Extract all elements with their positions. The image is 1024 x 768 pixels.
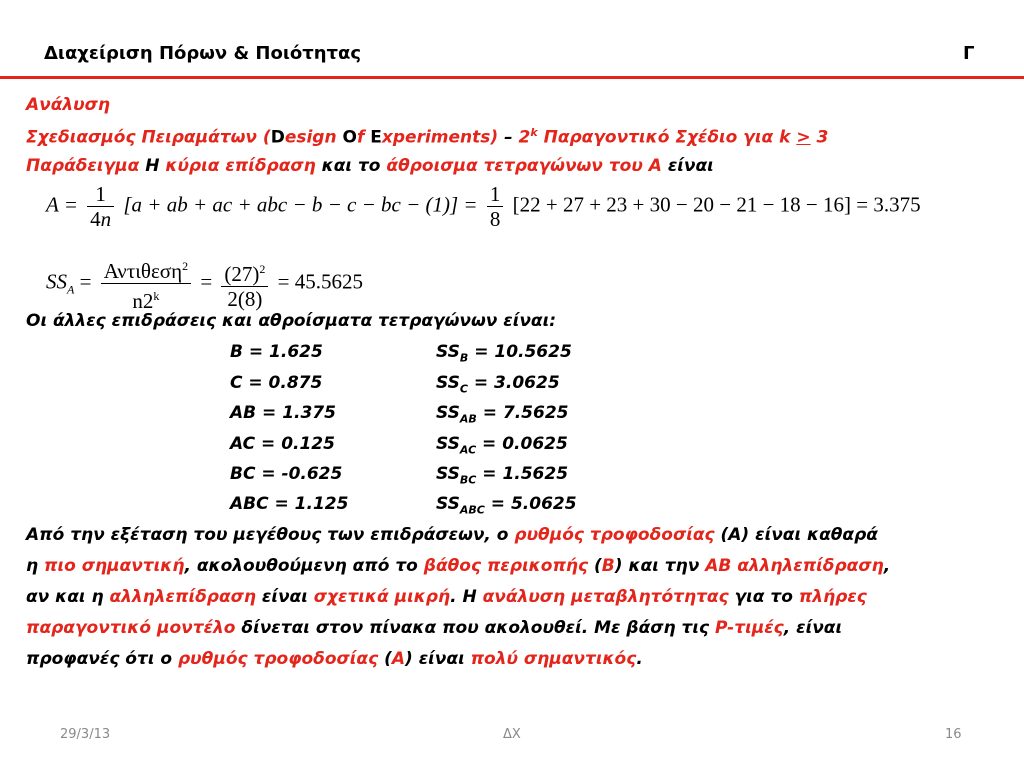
effect-ss — [436, 373, 560, 395]
conclusion-text: ) και την — [614, 556, 706, 576]
eq1-frac1-den-n: 4 — [90, 207, 101, 231]
effect-label: C = 0.875 — [230, 373, 323, 393]
ss-prefix: SS — [436, 373, 460, 393]
conclusion-highlight: ανάλυση μεταβλητότητας — [482, 587, 729, 607]
effect-ss — [436, 342, 572, 364]
conclusion-highlight: Α — [391, 649, 406, 669]
eq1-terms: [a + ab + ac + abc − b − c − bc − (1)] = — [123, 192, 478, 217]
ss-prefix: SS — [436, 464, 460, 484]
footer-author: ΔΧ — [503, 727, 521, 742]
conclusion-text: ) είναι — [405, 649, 471, 669]
ss-subscript: AB — [459, 412, 477, 426]
conclusion-text: , — [883, 556, 891, 576]
eq2-frac2-den: 2(8) — [227, 286, 263, 311]
eq2-equals: = — [79, 269, 92, 294]
eq2-contrast-sup: 2 — [182, 259, 189, 273]
ss-prefix: SS — [436, 403, 460, 423]
ss-value: = 0.0625 — [476, 434, 568, 454]
conclusion-text: για το — [728, 587, 799, 607]
eq1-frac1-den-v: n — [100, 207, 112, 231]
main-effect-equation — [46, 182, 921, 231]
conclusion-highlight: ΑΒ αλληλεπίδραση — [705, 556, 884, 576]
conclusion-text: ( — [378, 649, 392, 669]
header-divider — [0, 76, 1024, 79]
slide-section-letter: Γ — [963, 43, 975, 64]
effect-label: AB = 1.375 — [230, 403, 336, 423]
intro-of-a: του Α — [608, 156, 662, 176]
conclusion-highlight: P-τιμές — [715, 618, 784, 638]
eq2-ss: SS — [46, 269, 67, 294]
intro-example-label: Παράδειγμα — [26, 156, 140, 176]
ss-value: = 7.5625 — [476, 403, 569, 423]
eq2-frac1-den — [101, 284, 191, 313]
ss-prefix: SS — [436, 342, 460, 362]
conclusion-highlight: πολύ σημαντικός — [470, 649, 637, 669]
eq1-fraction-1 — [87, 182, 114, 231]
conclusion-line-1 — [26, 525, 878, 545]
conclusion-text: Από την εξέταση του μεγέθους των επιδράσεων, ο — [26, 525, 515, 545]
effect-ss — [436, 403, 568, 425]
ss-value: = 1.5625 — [476, 464, 569, 484]
intro-sum-squares: άθροισμα τετραγώνων — [386, 156, 603, 176]
subtitle-ge: > — [796, 127, 811, 148]
conclusion-line-2 — [26, 556, 890, 576]
eq2-frac1-num — [101, 254, 191, 284]
ss-value: = 10.5625 — [468, 342, 572, 362]
conclusion-line-3 — [26, 587, 867, 607]
conclusion-highlight: αλληλεπίδραση — [109, 587, 256, 607]
subtitle-superscript: k — [530, 126, 538, 139]
footer-page-number: 16 — [945, 727, 962, 742]
eq2-frac2-num — [221, 257, 268, 287]
conclusion-text: αν και η — [26, 587, 110, 607]
example-intro — [26, 156, 714, 176]
intro-text: Η — [139, 156, 166, 176]
eq2-fraction-2 — [221, 257, 268, 311]
eq2-rhs: = 45.5625 — [277, 269, 363, 294]
conclusion-text: είναι — [255, 587, 314, 607]
ss-prefix: SS — [436, 494, 460, 514]
eq2-27: (27) — [224, 261, 260, 286]
conclusion-highlight: παραγοντικό μοντέλο — [26, 618, 236, 638]
section-subtitle — [26, 126, 828, 148]
subtitle-part: Σχεδιασμός Πειραμάτων ( — [26, 127, 271, 148]
section-heading: Ανάλυση — [26, 95, 110, 115]
eq2-ss-sub: A — [67, 282, 75, 297]
effect-ss — [436, 494, 577, 516]
intro-text: είναι — [661, 156, 714, 176]
subtitle-part: xperiments — [381, 127, 491, 148]
conclusion-text: , είναι — [783, 618, 843, 638]
ss-prefix: SS — [436, 434, 460, 454]
conclusion-highlight: ρυθμός τροφοδοσίας — [177, 649, 379, 669]
conclusion-text: η — [26, 556, 45, 576]
conclusion-text: . Η — [450, 587, 483, 607]
conclusion-text: , ακολουθούμενη από το — [184, 556, 424, 576]
effect-label: ABC = 1.125 — [230, 494, 349, 514]
intro-text: και το — [315, 156, 387, 176]
subtitle-part: 3 — [810, 127, 829, 148]
eq2-contrast: Αντιθεση — [103, 259, 183, 283]
footer-date: 29/3/13 — [60, 727, 111, 742]
eq1-lhs: A = — [46, 192, 78, 217]
eq2-27-sup: 2 — [259, 261, 266, 276]
conclusion-text: προφανές ότι ο — [26, 649, 178, 669]
subtitle-part: 2 — [518, 127, 531, 148]
conclusion-line-5 — [26, 649, 643, 669]
conclusion-text: . — [636, 649, 643, 669]
sum-of-squares-equation — [46, 254, 363, 313]
ss-subscript: ABC — [459, 503, 485, 517]
eq1-frac2-num: 1 — [487, 182, 504, 207]
effect-ss — [436, 464, 568, 486]
intro-main-effect: κύρια επίδραση — [165, 156, 316, 176]
eq2-fraction-1 — [101, 254, 191, 313]
ss-subscript: BC — [459, 473, 477, 487]
ss-value: = 5.0625 — [484, 494, 577, 514]
conclusion-highlight: ρυθμός τροφοδοσίας — [514, 525, 715, 545]
conclusion-highlight: πιο σημαντική — [44, 556, 185, 576]
conclusion-highlight: βάθος περικοπής — [423, 556, 589, 576]
eq2-n2: n2 — [132, 289, 154, 313]
eq1-rhs: [22 + 27 + 23 + 30 − 20 − 21 − 18 − 16] = 3.375 — [512, 192, 921, 217]
eq1-frac1-den — [87, 207, 114, 231]
subtitle-dash: – — [498, 127, 519, 148]
effect-label: B = 1.625 — [230, 342, 323, 362]
conclusion-text: δίνεται στον πίνακα που ακολουθεί. Με βάση τις — [235, 618, 715, 638]
effect-label: AC = 0.125 — [230, 434, 335, 454]
eq1-frac2-den: 8 — [489, 207, 501, 231]
effect-label: BC = -0.625 — [230, 464, 343, 484]
subtitle-letter-d: D — [270, 127, 285, 148]
conclusion-highlight: πλήρες — [798, 587, 867, 607]
ss-subscript: AC — [459, 443, 477, 457]
ss-subscript: C — [459, 382, 468, 396]
ss-subscript: B — [459, 351, 469, 365]
conclusion-text: (Α) είναι καθαρά — [714, 525, 878, 545]
slide-title: Διαχείριση Πόρων & Ποιότητας — [44, 43, 362, 64]
effect-ss — [436, 434, 568, 456]
subtitle-part: Παραγοντικό Σχέδιο για k — [537, 127, 797, 148]
subtitle-part: esign — [284, 127, 343, 148]
subtitle-letter-o: O — [342, 127, 357, 148]
subtitle-part: f — [356, 127, 371, 148]
subtitle-letter-e: E — [370, 127, 382, 148]
eq1-fraction-2 — [487, 182, 504, 231]
subtitle-part: ) — [490, 127, 499, 148]
other-effects-intro: Οι άλλες επιδράσεις και αθροίσματα τετραγώνων είναι: — [26, 311, 557, 331]
conclusion-line-4 — [26, 618, 842, 638]
ss-value: = 3.0625 — [467, 373, 560, 393]
eq1-frac1-num: 1 — [87, 182, 114, 207]
eq2-equals-2: = — [200, 269, 213, 294]
conclusion-highlight: Β — [601, 556, 615, 576]
conclusion-highlight: σχετικά μικρή — [313, 587, 451, 607]
conclusion-text: ( — [588, 556, 602, 576]
eq2-den-sup: k — [153, 289, 160, 303]
